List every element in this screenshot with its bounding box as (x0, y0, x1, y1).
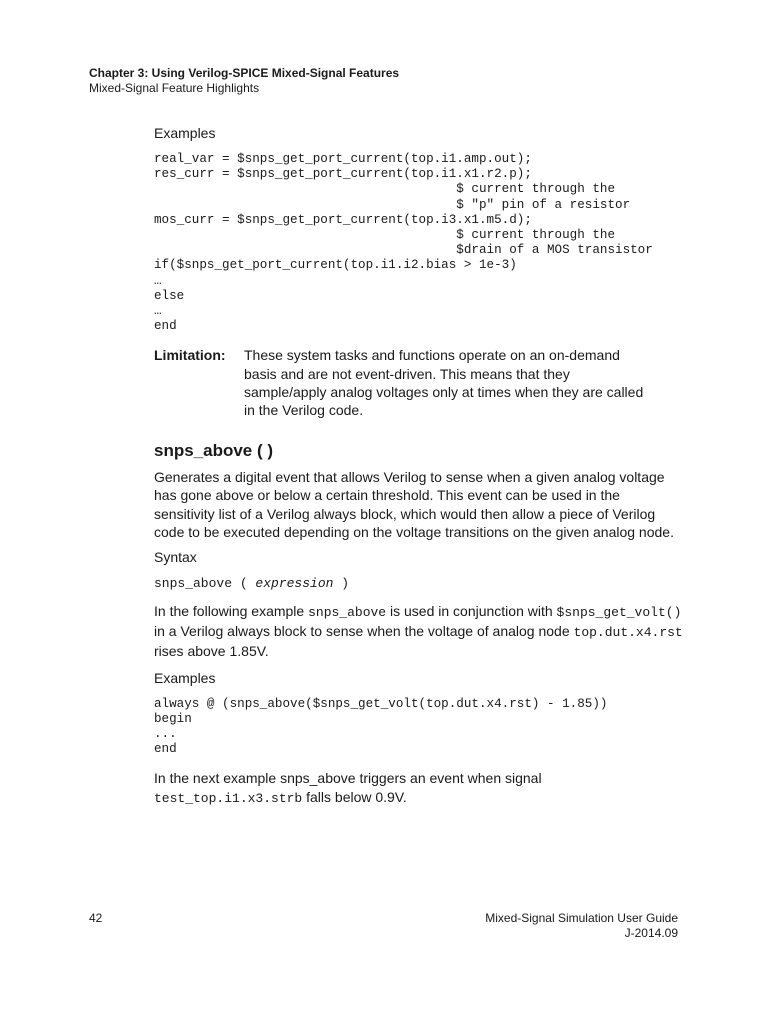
next-example-paragraph (154, 769, 684, 807)
chapter-title: Chapter 3: Using Verilog-SPICE Mixed-Signal Features (89, 66, 400, 80)
code-example-block (154, 152, 684, 334)
page-number: 42 (89, 911, 103, 925)
code-2-line: begin (154, 711, 192, 726)
next-text-2: falls below 0.9V. (302, 788, 407, 805)
limitation-label: Limitation: (154, 347, 226, 364)
code-2-line: end (154, 742, 177, 757)
code-line: end (154, 319, 177, 334)
code-line: else (154, 288, 185, 303)
limitation-note (154, 346, 684, 419)
intro-text-1: In the following example (154, 603, 309, 620)
code-2-line: ... (154, 727, 177, 742)
next-code-1: test_top.i1.x3.strb (154, 790, 303, 806)
code-line: if($snps_get_port_current(top.i1.i2.bias > 1e-3) (154, 258, 517, 273)
code-line: res_curr = $snps_get_port_current(top.i1.x1.r2.p); (154, 167, 532, 182)
guide-title: Mixed-Signal Simulation User Guide (485, 911, 678, 925)
running-header (89, 66, 399, 96)
section-heading: snps_above ( ) (154, 441, 274, 461)
code-2-line: always @ (snps_above($snps_get_volt(top.dut.x4.rst) - 1.85)) (154, 696, 608, 711)
section-title: Mixed-Signal Feature Highlights (89, 81, 260, 95)
code-line: $drain of a MOS transistor (154, 243, 653, 258)
code-line: mos_curr = $snps_get_port_current(top.i3.x1.m5.d); (154, 212, 532, 227)
intro-text-4: rises above 1.85V. (154, 643, 269, 660)
intro-text-3: in a Verilog always block to sense when the voltage of analog node (154, 623, 574, 640)
syntax-suffix: ) (333, 576, 350, 592)
limitation-text: These system tasks and functions operate on an on-demand basis and are not event-driven. This means that they sample/apply analog voltages only at times when they are called in the Verilog code. (244, 347, 644, 419)
code-line: real_var = $snps_get_port_current(top.i1.amp.out); (154, 152, 532, 166)
syntax-label: Syntax (154, 549, 197, 566)
description-paragraph: Generates a digital event that allows Verilog to sense when a given analog voltage has gone above or below a certain threshold. This event can be used in the sensitivity list of a Verilog always block, which would then allow a piece of Verilog code to be executed depending on the voltage transitions on the given analog node. (154, 469, 674, 540)
code-line: $ current through the (154, 182, 616, 197)
code-line: … (154, 304, 162, 319)
intro-code-2: $snps_get_volt() (556, 605, 682, 621)
next-text-1: In the next example snps_above triggers an event when signal (154, 770, 542, 787)
code-line: $ current through the (154, 228, 616, 243)
example-intro-paragraph (154, 602, 684, 661)
intro-text-2: is used in conjunction with (386, 603, 557, 620)
examples-label: Examples (154, 125, 216, 141)
intro-code-1: snps_above (308, 605, 387, 621)
running-footer (485, 911, 678, 941)
syntax-argument: expression (255, 576, 334, 592)
examples-label-2: Examples (154, 669, 216, 686)
code-line: $ "p" pin of a resistor (154, 197, 631, 212)
main-content (154, 124, 684, 808)
guide-version: J-2014.09 (624, 926, 678, 940)
syntax-line (154, 575, 684, 592)
code-example-block-2 (154, 697, 684, 758)
intro-code-3: top.dut.x4.rst (573, 625, 683, 641)
syntax-prefix: snps_above ( (154, 576, 256, 592)
code-line: … (154, 273, 162, 288)
